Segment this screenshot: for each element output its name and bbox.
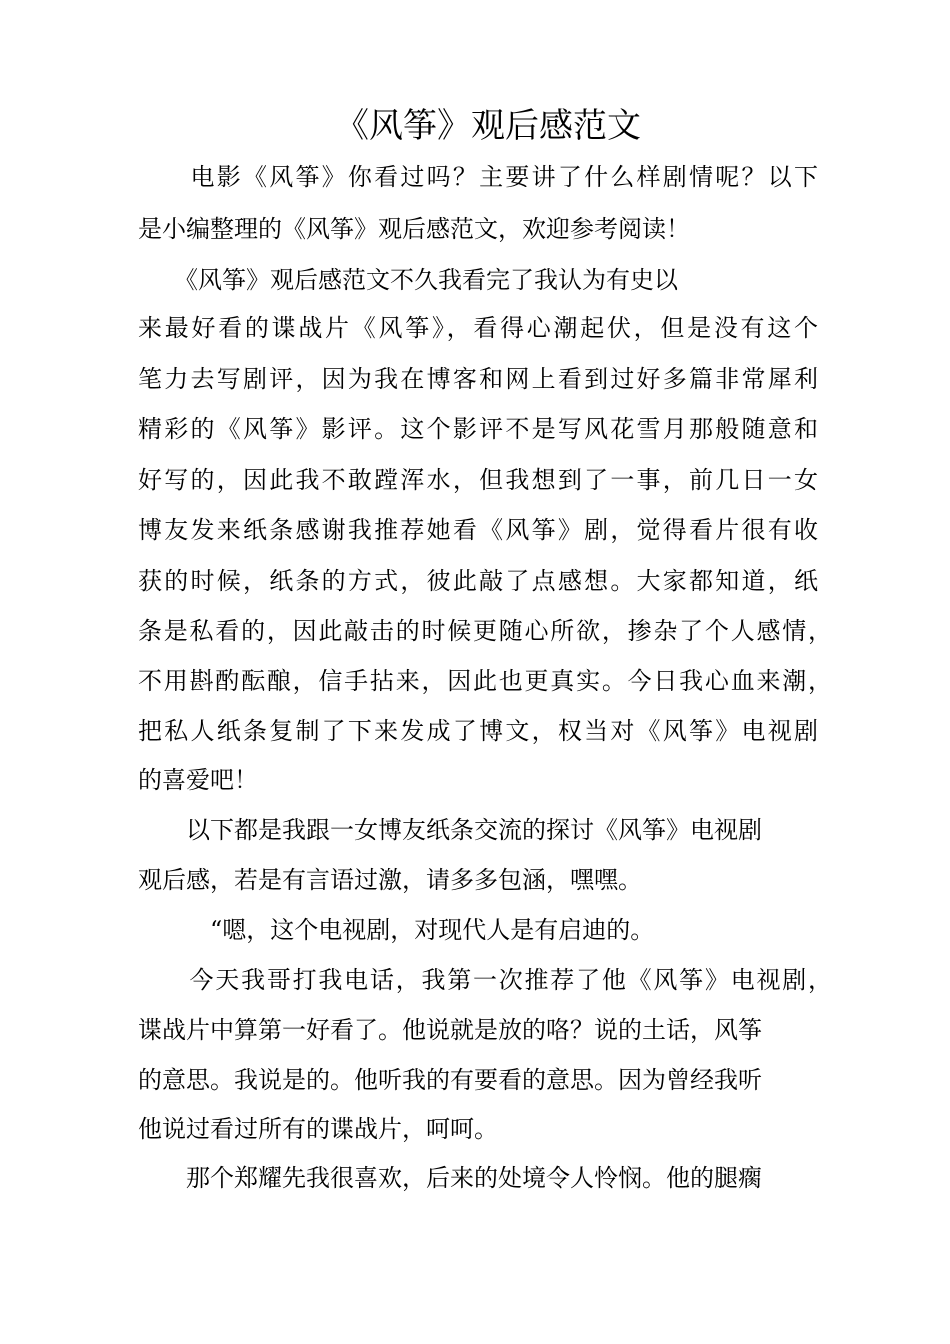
text-line: 的意思。我说是的。他听我的有要看的意思。因为曾经我听: [138, 1066, 762, 1094]
text-line: 观后感，若是有言语过激，请多多包涵，嘿嘿。: [138, 866, 642, 894]
text-line: “嗯，这个电视剧，对现代人是有启迪的。: [162, 916, 655, 944]
text-line: 以下都是我跟一女博友纸条交流的探讨《风筝》电视剧: [138, 816, 762, 844]
text-line: 电影《风筝》你看过吗？主要讲了什么样剧情呢？以下: [138, 163, 818, 191]
text-line: 是小编整理的《风筝》观后感范文，欢迎参考阅读！: [138, 215, 690, 243]
text-line: 那个郑耀先我很喜欢，后来的处境令人怜悯。他的腿瘸: [138, 1164, 762, 1192]
text-line: 的喜爱吧！: [138, 766, 258, 794]
text-line: 他说过看过所有的谍战片，呵呵。: [138, 1115, 498, 1143]
text-line: 精彩的《风筝》影评。这个影评不是写风花雪月那般随意和: [138, 415, 818, 443]
text-line: 好写的，因此我不敢蹚浑水，但我想到了一事，前几日一女: [138, 466, 818, 494]
text-line: 来最好看的谍战片《风筝》，看得心潮起伏，但是没有这个: [138, 314, 818, 342]
text-line: 条是私看的，因此敲击的时候更随心所欲，掺杂了个人感情，: [138, 617, 832, 645]
text-line: 博友发来纸条感谢我推荐她看《风筝》剧，觉得看片很有收: [138, 516, 818, 544]
text-line: 谍战片中算第一好看了。他说就是放的咯？说的土话，风筝: [138, 1016, 762, 1044]
text-line: 把私人纸条复制了下来发成了博文，权当对《风筝》电视剧: [138, 717, 818, 745]
document-title: 《风筝》观后感范文: [335, 106, 641, 146]
text-line: 笔力去写剧评，因为我在博客和网上看到过好多篇非常犀利: [138, 365, 818, 393]
text-line: 不用斟酌酝酿，信手拈来，因此也更真实。今日我心血来潮，: [138, 667, 832, 695]
text-line: 今天我哥打我电话，我第一次推荐了他《风筝》电视剧，: [138, 966, 832, 994]
text-line: 获的时候，纸条的方式，彼此敲了点感想。大家都知道，纸: [138, 567, 818, 595]
text-line: 《风筝》观后感范文不久我看完了我认为有史以: [138, 266, 678, 294]
